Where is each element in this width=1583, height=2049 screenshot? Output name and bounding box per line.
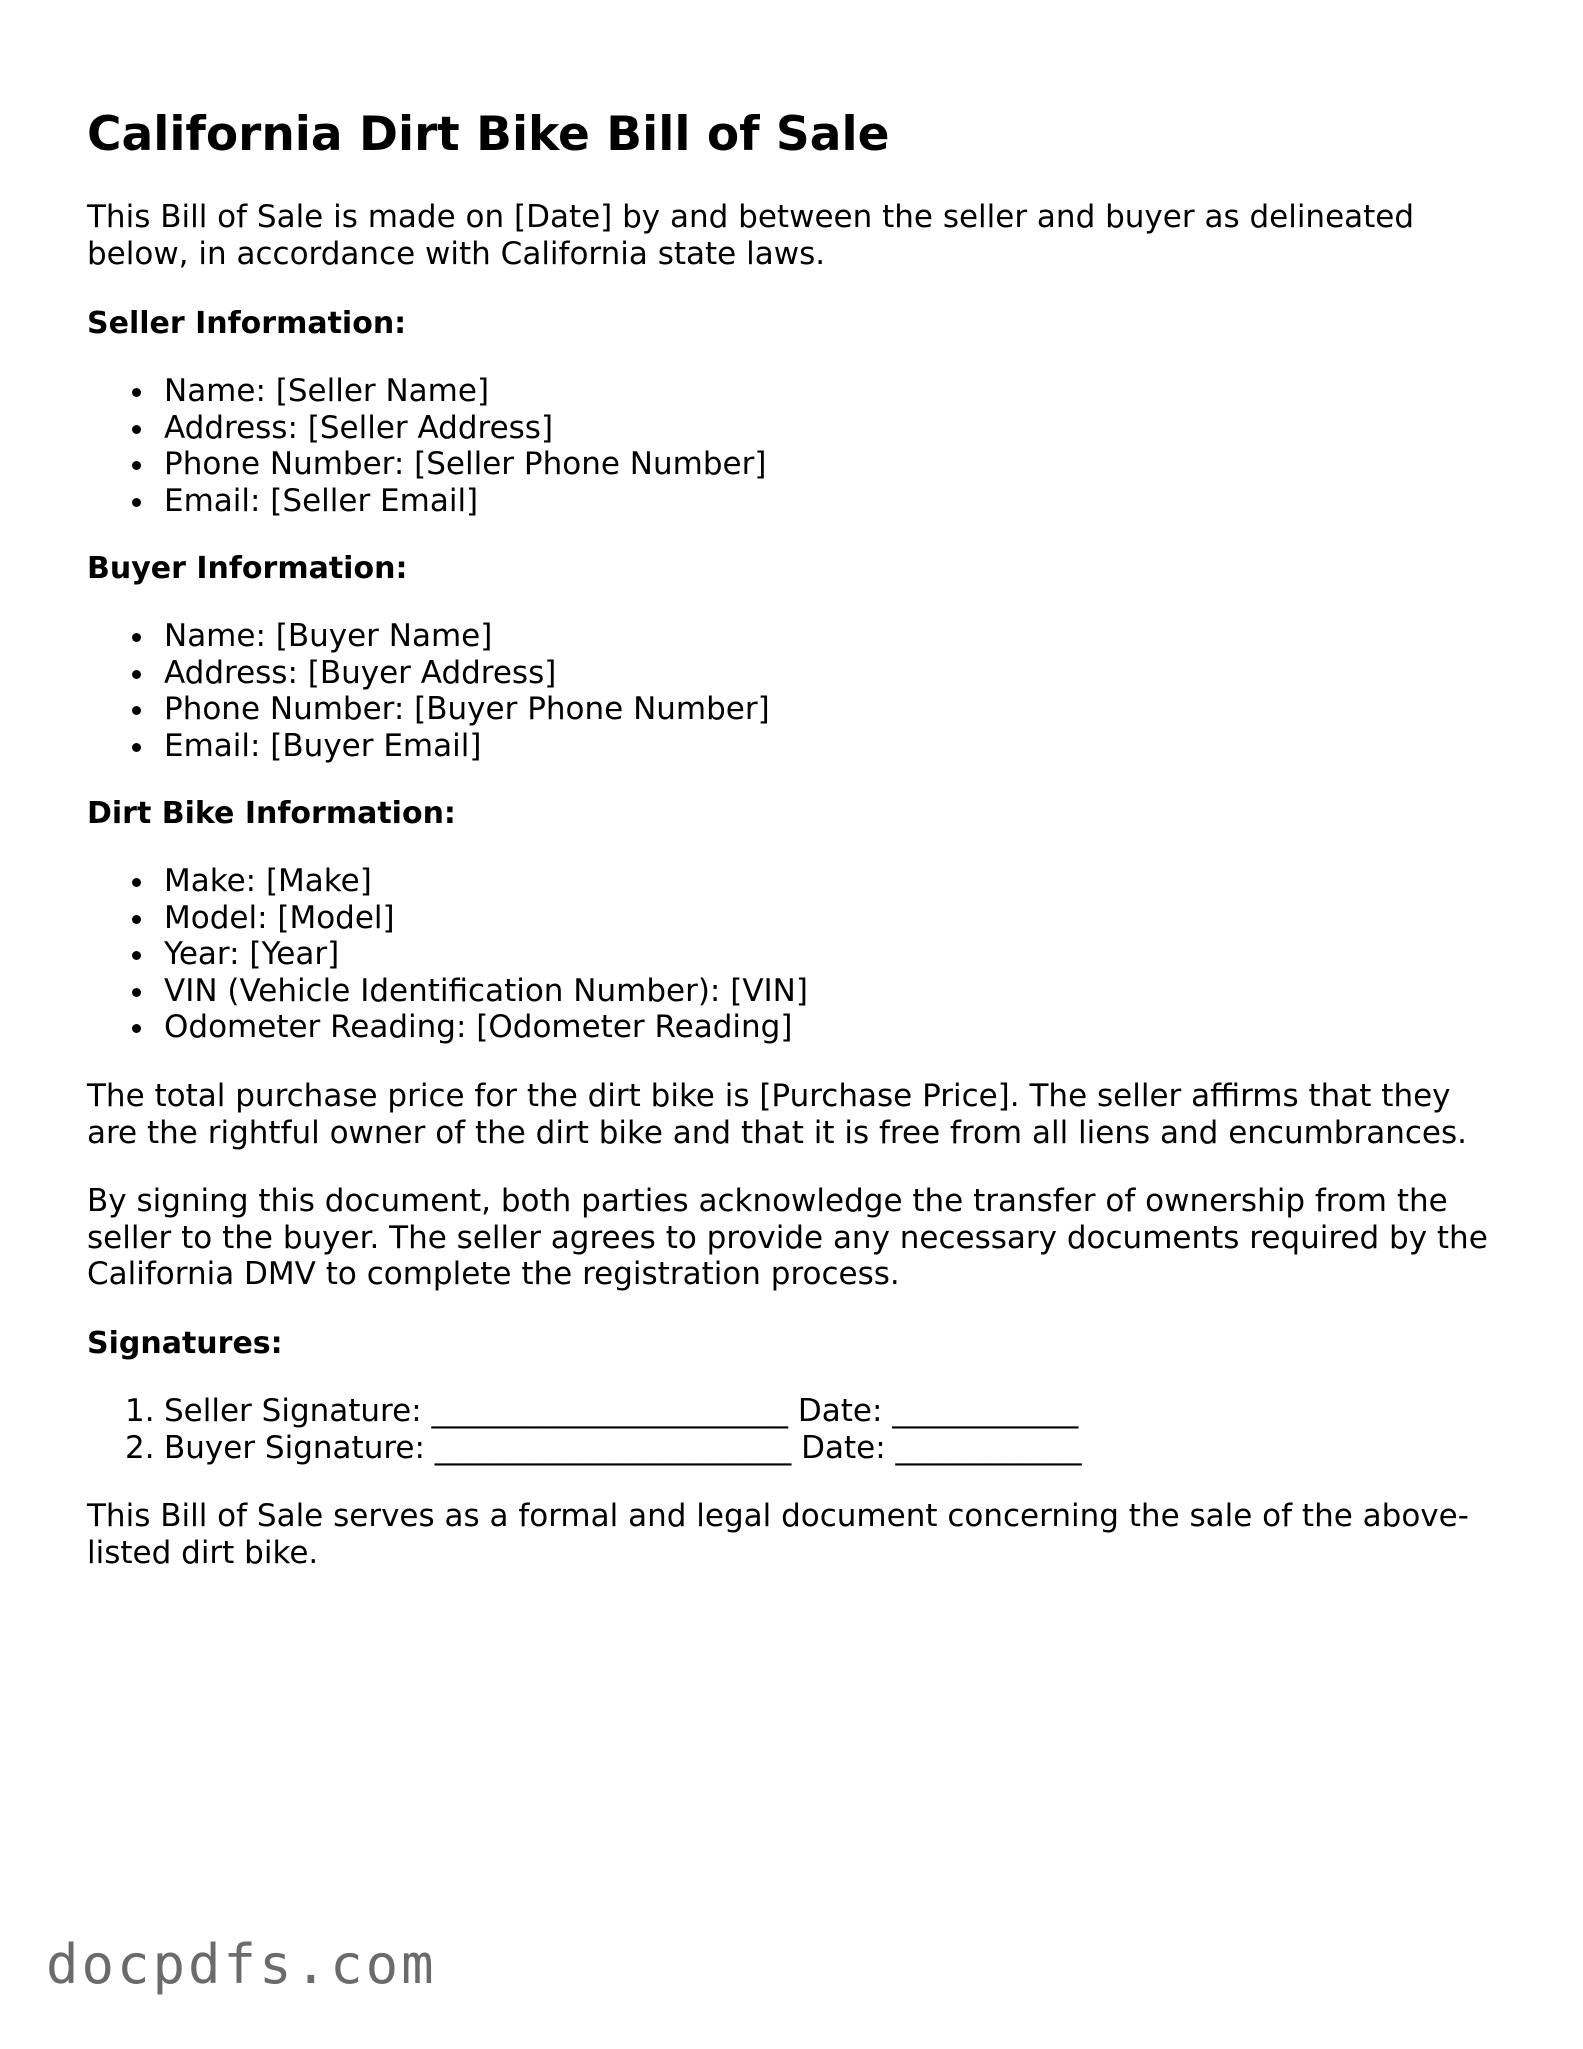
buyer-heading: Buyer Information: bbox=[87, 551, 408, 586]
list-item: Odometer Reading: [Odometer Reading] bbox=[87, 1009, 1507, 1046]
bullet-icon bbox=[132, 498, 141, 507]
list-item: Address: [Seller Address] bbox=[87, 410, 1507, 447]
bullet-icon bbox=[132, 388, 141, 397]
closing-paragraph: This Bill of Sale serves as a formal and legal document concerning the sale of the above-listed dirt bike. bbox=[87, 1498, 1469, 1571]
bullet-icon bbox=[132, 951, 141, 960]
document-title: California Dirt Bike Bill of Sale bbox=[87, 107, 890, 162]
list-item: Email: [Buyer Email] bbox=[87, 728, 1507, 765]
bike-info-list bbox=[87, 863, 1507, 1046]
signatures-heading: Signatures: bbox=[87, 1326, 283, 1361]
list-item: Name: [Seller Name] bbox=[87, 373, 1507, 410]
intro-paragraph: This Bill of Sale is made on [Date] by and between the seller and buyer as delineated below, in accordance with California state laws. bbox=[87, 199, 1415, 272]
bullet-icon bbox=[132, 915, 141, 924]
bike-heading: Dirt Bike Information: bbox=[87, 796, 456, 831]
list-item: Address: [Buyer Address] bbox=[87, 655, 1507, 692]
price-paragraph: The total purchase price for the dirt bike is [Purchase Price]. The seller affirms that they are the rightful owner of the dirt bike and that it is free from all liens and encumbrances. bbox=[87, 1078, 1467, 1151]
bullet-icon bbox=[132, 425, 141, 434]
signature-line-seller: 1. Seller Signature: _______________________ Date: ____________ bbox=[125, 1393, 1079, 1429]
bullet-icon bbox=[132, 988, 141, 997]
list-item: Phone Number: [Seller Phone Number] bbox=[87, 446, 1507, 483]
bullet-icon bbox=[132, 670, 141, 679]
list-item: Phone Number: [Buyer Phone Number] bbox=[87, 691, 1507, 728]
list-item: Model: [Model] bbox=[87, 900, 1507, 937]
bullet-icon bbox=[132, 1024, 141, 1033]
signature-line-buyer: 2. Buyer Signature: _______________________ Date: ____________ bbox=[125, 1429, 1082, 1466]
list-item: Make: [Make] bbox=[87, 863, 1507, 900]
transfer-paragraph: By signing this document, both parties acknowledge the transfer of ownership from the seller to the buyer. The seller agrees to provide any necessary documents required by the California DMV to complete the registration process. bbox=[87, 1183, 1488, 1292]
buyer-info-list bbox=[87, 618, 1507, 764]
watermark: docpdfs.com bbox=[46, 1933, 437, 1996]
list-item: Year: [Year] bbox=[87, 936, 1507, 973]
list-item: VIN (Vehicle Identification Number): [VIN] bbox=[87, 973, 1507, 1010]
bullet-icon bbox=[132, 706, 141, 715]
bullet-icon bbox=[132, 878, 141, 887]
list-item: Email: [Seller Email] bbox=[87, 483, 1507, 520]
seller-info-list bbox=[87, 373, 1507, 519]
bullet-icon bbox=[132, 461, 141, 470]
seller-heading: Seller Information: bbox=[87, 306, 407, 341]
list-item: Name: [Buyer Name] bbox=[87, 618, 1507, 655]
signatures-list bbox=[87, 1393, 1507, 1466]
bullet-icon bbox=[132, 743, 141, 752]
bullet-icon bbox=[132, 633, 141, 642]
